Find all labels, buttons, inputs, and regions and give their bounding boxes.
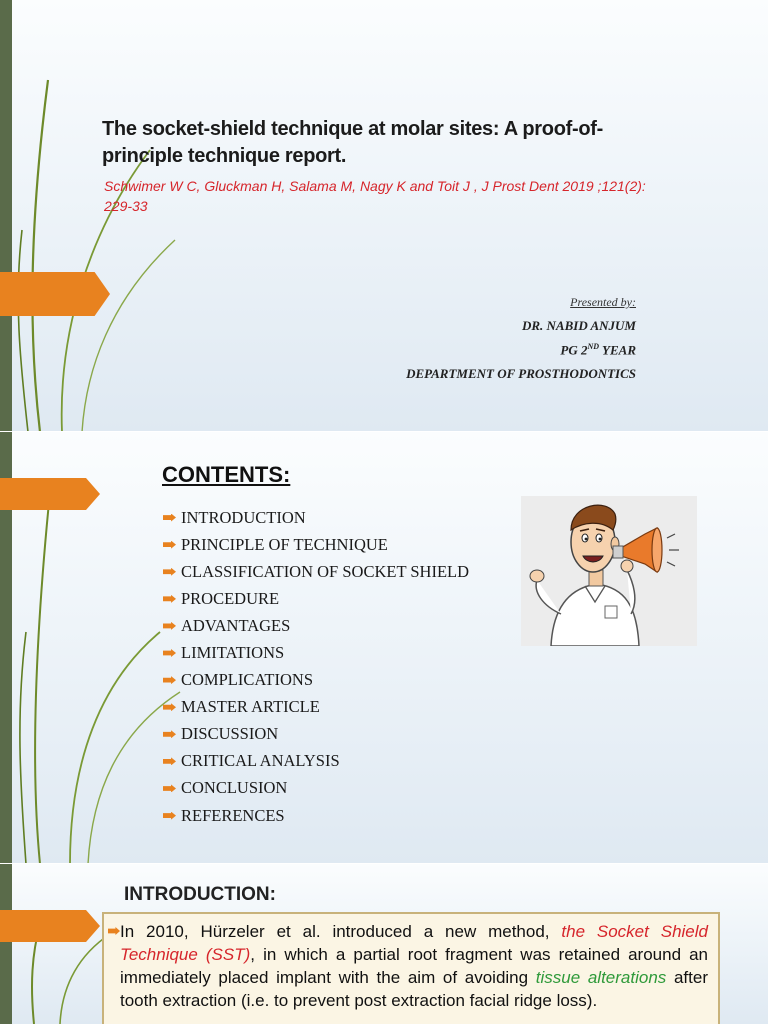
arrow-bullet-icon xyxy=(163,568,176,576)
list-item: CONCLUSION xyxy=(163,775,469,802)
arrow-bullet-icon xyxy=(163,784,176,792)
list-item: PROCEDURE xyxy=(163,585,469,612)
list-item: MASTER ARTICLE xyxy=(163,694,469,721)
list-item: CLASSIFICATION OF SOCKET SHIELD xyxy=(163,558,469,585)
arrow-bullet-icon xyxy=(163,730,176,738)
presenter-department: DEPARTMENT OF PROSTHODONTICS xyxy=(406,366,636,381)
list-item: COMPLICATIONS xyxy=(163,667,469,694)
list-item: INTRODUCTION xyxy=(163,504,469,531)
list-item: PRINCIPLE OF TECHNIQUE xyxy=(163,531,469,558)
list-item: CRITICAL ANALYSIS xyxy=(163,748,469,775)
introduction-slide xyxy=(0,864,768,1024)
arrow-bullet-icon xyxy=(163,703,176,711)
arrow-bullet-icon xyxy=(163,812,176,820)
title-slide xyxy=(0,0,768,432)
introduction-text-box: In 2010, Hürzeler et al. introduced a new method, the Socket Shield Technique (SST), in which a partial root fragment was retained around an immediately placed implant with the aim of avoiding tissue alterations after tooth extraction (i.e. to prevent post extraction facial ridge loss). xyxy=(102,912,720,1024)
orange-arrow-tab xyxy=(0,272,110,316)
presented-by-label: Presented by: xyxy=(570,295,636,309)
introduction-title: INTRODUCTION: xyxy=(124,884,276,905)
citation-text: Schwimer W C, Gluckman H, Salama M, Nagy K and Toit J , J Prost Dent 2019 ;121(2): 229-33 xyxy=(104,178,646,214)
contents-slide xyxy=(0,432,768,864)
arrow-bullet-icon xyxy=(163,541,176,549)
arrow-bullet-icon xyxy=(163,676,176,684)
arrow-bullet-icon xyxy=(163,514,176,522)
megaphone-man-illustration xyxy=(521,496,697,646)
contents-list xyxy=(163,504,469,829)
orange-arrow-tab xyxy=(0,910,100,942)
man-with-megaphone-icon xyxy=(521,496,697,646)
presenter-name: DR. NABID ANJUM xyxy=(521,318,636,333)
list-item: ADVANTAGES xyxy=(163,612,469,639)
arrow-bullet-icon xyxy=(163,595,176,603)
arrow-bullet-icon xyxy=(163,622,176,630)
grass-decoration-icon xyxy=(0,0,200,432)
list-item: REFERENCES xyxy=(163,802,469,829)
contents-title: CONTENTS: xyxy=(162,462,291,487)
slide-title: The socket-shield technique at molar sites: A proof-of-principle technique report. xyxy=(102,118,603,167)
orange-arrow-tab xyxy=(0,478,100,510)
arrow-bullet-icon xyxy=(163,757,176,765)
arrow-bullet-icon xyxy=(108,927,120,935)
list-item: DISCUSSION xyxy=(163,721,469,748)
presenter-year: PG 2ND YEAR xyxy=(560,342,636,358)
list-item: LIMITATIONS xyxy=(163,639,469,666)
arrow-bullet-icon xyxy=(163,649,176,657)
